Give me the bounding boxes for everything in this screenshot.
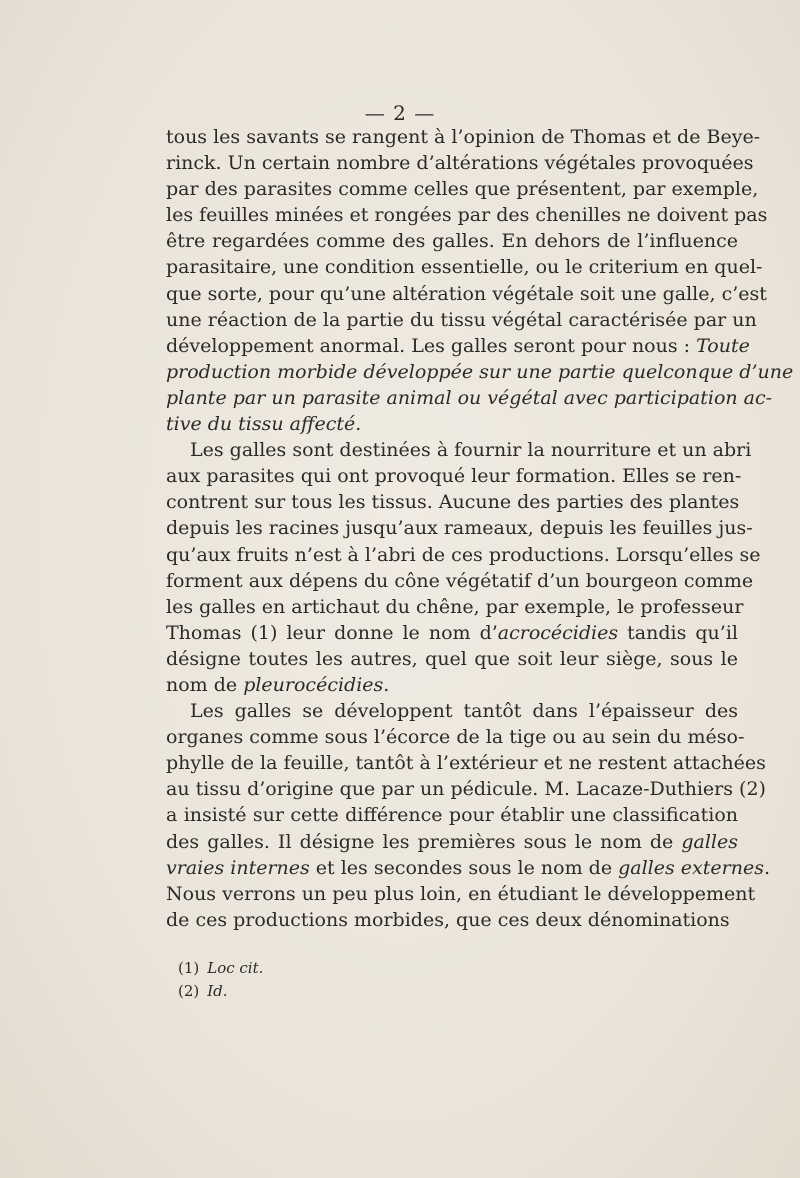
footnotes	[178, 957, 263, 1003]
italic-text: Toute	[696, 334, 750, 357]
text-run: parasitaire, une condition essentielle, ou le criterium en quel-	[166, 256, 763, 279]
text-run: Les galles se développent tantôt dans l’épaisseur des	[190, 700, 738, 723]
text-run: tous les savants se rangent à l’opinion de Thomas et de Beye-	[166, 126, 761, 148]
text-run: depuis les racines jusqu’aux rameaux, depuis les feuilles jus-	[166, 517, 753, 540]
page-number: — 2 —	[364, 101, 436, 125]
text-run: phylle de la feuille, tantôt à l’extérieur et ne restent attachées	[166, 752, 766, 775]
text-run: contrent sur tous les tissus. Aucune des parties des plantes	[166, 491, 740, 514]
text-line	[166, 855, 770, 881]
text-line	[166, 568, 754, 594]
footnote-ref: (2)	[178, 982, 200, 1000]
italic-text: pleurocécidies	[243, 673, 384, 696]
text-run: forment aux dépens du cône végétatif d’un bourgeon comme	[166, 569, 754, 592]
italic-text: vraies internes	[166, 856, 310, 879]
text-run: que sorte, pour qu’une altération végétale soit une galle, c’est	[166, 282, 767, 305]
text-run: par des parasites comme celles que présentent, par exemple,	[166, 178, 759, 201]
body-text	[166, 124, 794, 933]
text-run: .	[355, 413, 362, 436]
italic-text: production morbide développée sur une partie quelconque d’une	[166, 360, 794, 383]
text-line	[166, 672, 738, 698]
text-run: tandis qu’il	[618, 621, 738, 644]
text-line	[166, 750, 766, 776]
italic-text: galles	[681, 830, 738, 853]
paragraph	[166, 698, 770, 933]
text-line	[166, 776, 766, 802]
footnote	[178, 957, 263, 980]
text-run: .	[383, 673, 390, 696]
paragraph	[166, 124, 794, 437]
text-line	[166, 881, 756, 907]
footnote	[178, 980, 263, 1003]
italic-text: tive du tissu affecté	[166, 413, 356, 436]
footnote-text: Id.	[207, 982, 228, 1000]
text-run: et les secondes sous le nom de	[309, 856, 619, 879]
text-run: Les galles sont destinées à fournir la nourriture et un abri	[190, 439, 752, 462]
text-run: de ces productions morbides, que ces deux dénominations	[166, 908, 730, 931]
text-line	[166, 907, 738, 933]
text-line	[166, 802, 738, 828]
italic-text: galles externes	[618, 856, 764, 879]
text-line	[166, 385, 773, 411]
text-line	[166, 829, 738, 855]
text-run: une réaction de la partie du tissu végétal caractérisée par un	[166, 308, 757, 331]
text-line	[166, 542, 761, 568]
text-line	[166, 359, 794, 385]
text-run: Nous verrons un peu plus loin, en étudiant le développement	[166, 882, 756, 905]
text-line	[166, 620, 738, 646]
text-run: les galles en artichaut du chêne, par exemple, le professeur	[166, 595, 744, 618]
paragraph	[166, 437, 761, 698]
text-line	[166, 646, 738, 672]
text-line	[166, 698, 738, 724]
text-run: désigne toutes les autres, quel que soit leur siège, sous le	[166, 647, 738, 670]
text-run: nom de	[166, 673, 244, 696]
italic-text: acrocécidies	[497, 621, 619, 644]
text-run: organes comme sous l’écorce de la tige ou au sein du méso-	[166, 726, 745, 749]
text-line	[166, 594, 744, 620]
text-line	[166, 333, 750, 359]
text-run: qu’aux fruits n’est à l’abri de ces productions. Lorsqu’elles se	[166, 543, 761, 566]
text-line	[166, 254, 763, 280]
text-line	[166, 307, 757, 333]
text-line	[166, 411, 738, 437]
text-run: au tissu d’origine que par un pédicule. M. Lacaze-Duthiers (2)	[166, 778, 766, 801]
text-line	[166, 437, 752, 463]
text-line	[166, 176, 759, 202]
text-run: être regardées comme des galles. En dehors de l’influence	[166, 230, 738, 253]
text-run: développement anormal. Les galles seront pour nous :	[166, 334, 697, 357]
italic-text: plante par un parasite animal ou végétal avec participation ac-	[166, 386, 773, 409]
text-run: a insisté sur cette différence pour établir une classification	[166, 804, 738, 827]
text-line	[166, 202, 768, 228]
text-run: aux parasites qui ont provoqué leur formation. Elles se ren-	[166, 465, 742, 488]
text-run: les feuilles minées et rongées par des chenilles ne doivent pas	[166, 204, 768, 227]
text-line	[166, 515, 753, 541]
text-line	[166, 124, 761, 150]
text-run: rinck. Un certain nombre d’altérations végétales provoquées	[166, 152, 754, 175]
text-line	[166, 724, 745, 750]
text-line	[166, 463, 742, 489]
text-line	[166, 228, 738, 254]
text-run: .	[763, 856, 770, 879]
text-run: des galles. Il désigne les premières sous le nom de	[166, 830, 682, 853]
text-line	[166, 281, 767, 307]
text-line	[166, 150, 754, 176]
text-run: Thomas (1) leur donne le nom d’	[166, 621, 498, 644]
text-line	[166, 489, 738, 515]
footnote-text: Loc cit.	[207, 959, 264, 977]
footnote-ref: (1)	[178, 959, 200, 977]
